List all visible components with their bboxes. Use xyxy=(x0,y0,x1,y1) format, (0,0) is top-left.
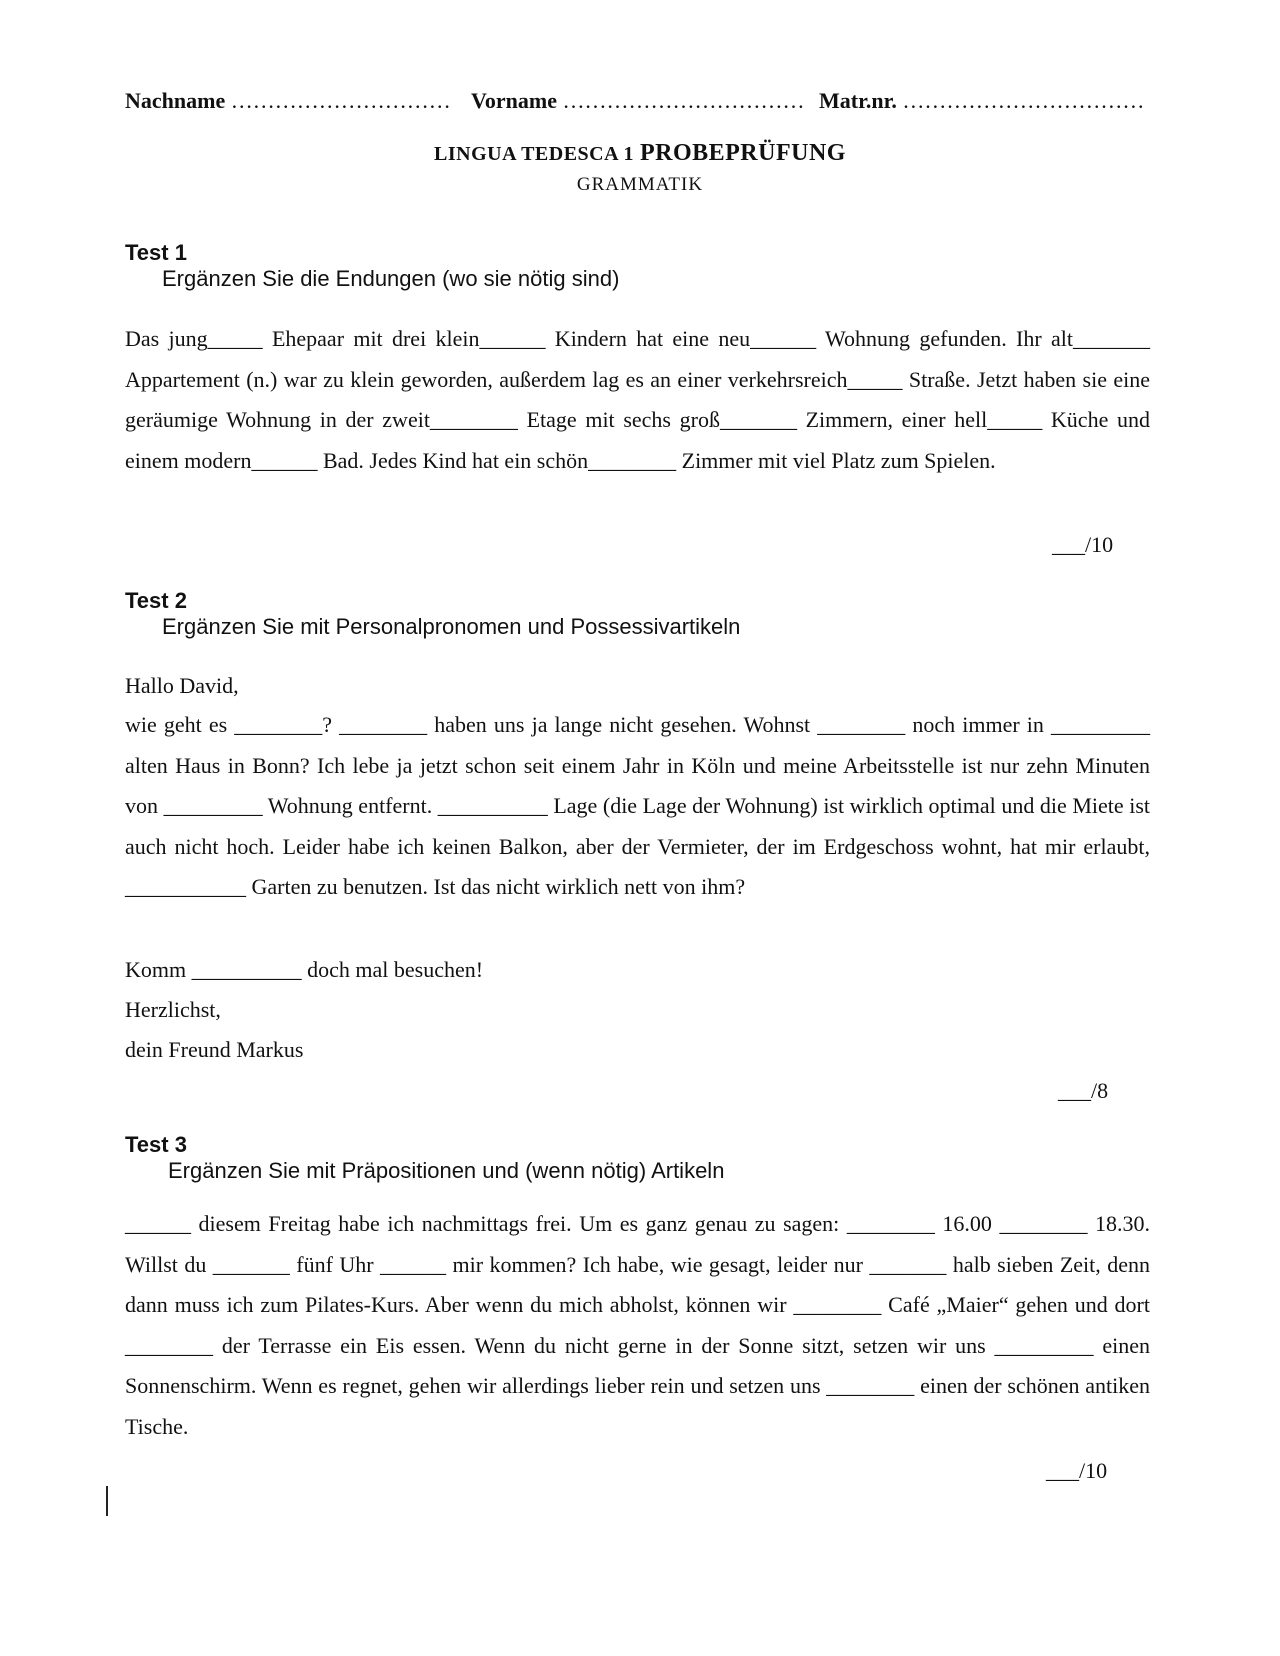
test2-greeting: Hallo David, xyxy=(125,673,239,698)
nachname-dots: ………………………… xyxy=(230,88,451,113)
test2-closing: Herzlichst, xyxy=(125,997,221,1022)
nachname-field[interactable] xyxy=(125,88,451,114)
test3-text[interactable]: ______ diesem Freitag habe ich nachmittags frei. Um es ganz genau zu sagen: ________ 16.00 ________ 18.30. Willst du _______ fünf Uhr ______ mir kommen? Ich habe, wie gesagt, leider nur _______ halb sieben Zeit, denn dann muss ich zum Pilates-Kurs. Aber wenn du mich abholst, können wir ________ Café „Maier“ gehen und dort ________ der Terrasse ein Eis essen. Wenn du nicht gerne in der Sonne sitzt, setzen wir uns _________ einen Sonnenschirm. Wenn es regnet, gehen wir allerdings lieber rein und setzen uns ________ einen der schönen antiken Tische. xyxy=(125,1211,1150,1439)
vorname-label: Vorname xyxy=(471,88,557,113)
page-title xyxy=(0,140,1280,167)
test3-heading: Test 3 xyxy=(125,1132,187,1157)
test3-score[interactable]: ___/10 xyxy=(1046,1458,1108,1483)
text-cursor xyxy=(106,1486,108,1516)
test2-score[interactable]: ___/8 xyxy=(1058,1078,1109,1103)
matrikel-dots: …………………………… xyxy=(902,88,1145,113)
test2-komm-line[interactable]: Komm __________ doch mal besuchen! xyxy=(125,957,484,982)
test3-instruction: Ergänzen Sie mit Präpositionen und (wenn nötig) Artikeln xyxy=(168,1158,725,1183)
test2-text[interactable]: wie geht es ________? ________ haben uns ja lange nicht gesehen. Wohnst ________ noch immer in _________ alten Haus in Bonn? Ich lebe ja jetzt schon seit einem Jahr in Köln und meine Arbeitsstelle ist nur zehn Minuten von _________ Wohnung entfernt. __________ Lage (die Lage der Wohnung) ist wirklich optimal und die Miete ist auch nicht hoch. Leider habe ich keinen Balkon, aber der Vermieter, der im Erdgeschoss wohnt, hat mir erlaubt, ___________ Garten zu benutzen. Ist das nicht wirklich nett von ihm? xyxy=(125,712,1150,900)
student-info-line xyxy=(125,88,1145,118)
vorname-field[interactable] xyxy=(471,88,804,114)
test1-text[interactable]: Das jung_____ Ehepaar mit drei klein______ Kindern hat eine neu______ Wohnung gefunden. Ihr alt_______ Appartement (n.) war zu klein geworden, außerdem lag es an einer verkehrsreich_____ Straße. Jetzt haben sie eine geräumige Wohnung in der zweit________ Etage mit sechs groß_______ Zimmern, einer hell_____ Küche und einem modern______ Bad. Jedes Kind hat ein schön________ Zimmer mit viel Platz zum Spielen. xyxy=(125,326,1150,473)
test2-heading: Test 2 xyxy=(125,588,187,613)
test1-score[interactable]: ___/10 xyxy=(1052,532,1114,557)
course-title: LINGUA TEDESCA 1 xyxy=(434,143,634,165)
matrikel-label: Matr.nr. xyxy=(819,88,897,113)
nachname-label: Nachname xyxy=(125,88,226,113)
exam-title: PROBEPRÜFUNG xyxy=(639,140,846,166)
matrikel-field[interactable] xyxy=(819,88,1144,114)
test1-heading: Test 1 xyxy=(125,240,187,265)
vorname-dots: …………………………… xyxy=(562,88,805,113)
test1-instruction: Ergänzen Sie die Endungen (wo sie nötig sind) xyxy=(162,266,620,291)
page-subtitle: GRAMMATIK xyxy=(576,174,704,195)
test2-signature: dein Freund Markus xyxy=(125,1037,304,1062)
test2-instruction: Ergänzen Sie mit Personalpronomen und Possessivartikeln xyxy=(162,614,741,639)
